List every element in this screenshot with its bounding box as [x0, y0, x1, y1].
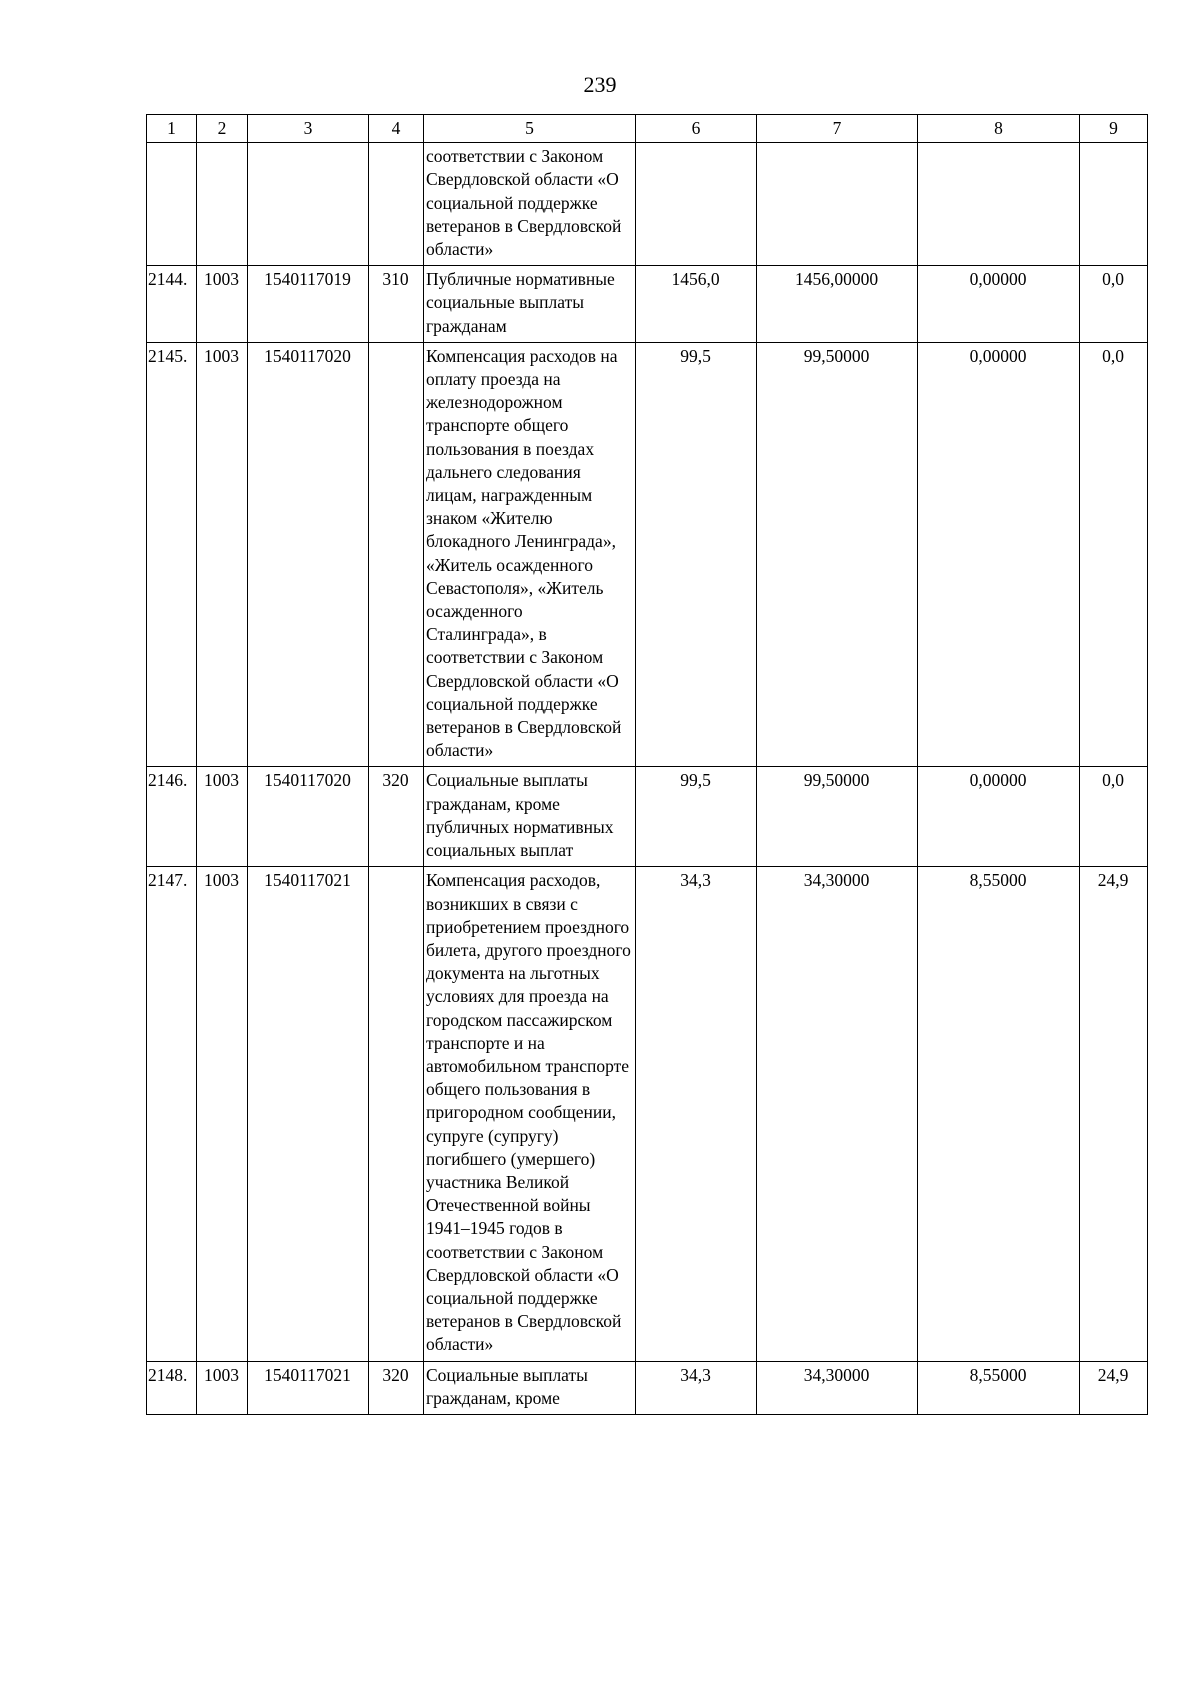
- item-name: Публичные нормативные социальные выплаты гражданам: [424, 266, 636, 343]
- value-col-8: 8,55000: [918, 1361, 1080, 1414]
- section-code: 1003: [197, 266, 248, 343]
- target-code: [248, 143, 369, 266]
- column-header: 4: [369, 115, 424, 143]
- value-col-6: 99,5: [636, 767, 757, 867]
- row-number: 2148.: [147, 1361, 197, 1414]
- section-code: 1003: [197, 767, 248, 867]
- item-name: Социальные выплаты гражданам, кроме: [424, 1361, 636, 1414]
- value-col-6: 34,3: [636, 867, 757, 1361]
- row-number: [147, 143, 197, 266]
- table-row: [147, 1361, 1148, 1414]
- table-row: [147, 266, 1148, 343]
- table-row: [147, 867, 1148, 1361]
- page-number: 239: [583, 72, 617, 97]
- section-code: [197, 143, 248, 266]
- column-header: 9: [1080, 115, 1148, 143]
- column-header: 8: [918, 115, 1080, 143]
- value-col-7: 34,30000: [757, 867, 918, 1361]
- target-code: 1540117021: [248, 1361, 369, 1414]
- expense-type-code: [369, 342, 424, 767]
- value-col-8: 0,00000: [918, 266, 1080, 343]
- value-col-9: 0,0: [1080, 767, 1148, 867]
- target-code: 1540117021: [248, 867, 369, 1361]
- row-number: 2145.: [147, 342, 197, 767]
- table-row: [147, 342, 1148, 767]
- budget-table: [146, 114, 1148, 1415]
- expense-type-code: [369, 143, 424, 266]
- section-code: 1003: [197, 867, 248, 1361]
- value-col-7: [757, 143, 918, 266]
- expense-type-code: 320: [369, 1361, 424, 1414]
- column-header: 7: [757, 115, 918, 143]
- target-code: 1540117020: [248, 767, 369, 867]
- value-col-8: [918, 143, 1080, 266]
- item-name: Социальные выплаты гражданам, кроме публичных нормативных социальных выплат: [424, 767, 636, 867]
- column-header: 2: [197, 115, 248, 143]
- value-col-8: 0,00000: [918, 342, 1080, 767]
- value-col-6: [636, 143, 757, 266]
- row-number: 2146.: [147, 767, 197, 867]
- section-code: 1003: [197, 342, 248, 767]
- column-header: 1: [147, 115, 197, 143]
- value-col-8: 8,55000: [918, 867, 1080, 1361]
- value-col-7: 99,50000: [757, 342, 918, 767]
- value-col-7: 34,30000: [757, 1361, 918, 1414]
- item-name: Компенсация расходов на оплату проезда на железнодорожном транспорте общего пользования в поездах дальнего следования лицам, награжденным знаком «Жителю блокадного Ленинграда», «Житель осажденного Севастополя», «Житель осажденного Сталинграда», в соответствии с Законом Свердловской области «О социальной поддержке ветеранов в Свердловской области»: [424, 342, 636, 767]
- target-code: 1540117019: [248, 266, 369, 343]
- expense-type-code: 320: [369, 767, 424, 867]
- table-row: [147, 767, 1148, 867]
- value-col-9: [1080, 143, 1148, 266]
- value-col-9: 24,9: [1080, 1361, 1148, 1414]
- item-name: соответствии с Законом Свердловской области «О социальной поддержке ветеранов в Свердловской области»: [424, 143, 636, 266]
- section-code: 1003: [197, 1361, 248, 1414]
- column-header: 5: [424, 115, 636, 143]
- value-col-7: 1456,00000: [757, 266, 918, 343]
- expense-type-code: [369, 867, 424, 1361]
- target-code: 1540117020: [248, 342, 369, 767]
- value-col-9: 24,9: [1080, 867, 1148, 1361]
- value-col-9: 0,0: [1080, 266, 1148, 343]
- table-row: [147, 143, 1148, 266]
- table-header-row: [147, 115, 1148, 143]
- value-col-7: 99,50000: [757, 767, 918, 867]
- row-number: 2147.: [147, 867, 197, 1361]
- value-col-8: 0,00000: [918, 767, 1080, 867]
- column-header: 6: [636, 115, 757, 143]
- value-col-6: 1456,0: [636, 266, 757, 343]
- value-col-9: 0,0: [1080, 342, 1148, 767]
- row-number: 2144.: [147, 266, 197, 343]
- expense-type-code: 310: [369, 266, 424, 343]
- item-name: Компенсация расходов, возникших в связи с приобретением проездного билета, другого проездного документа на льготных условиях для проезда на городском пассажирском транспорте и на автомобильном транспорте общего пользования в пригородном сообщении, супруге (супругу) погибшего (умершего) участника Великой Отечественной войны 1941–1945 годов в соответствии с Законом Свердловской области «О социальной поддержке ветеранов в Свердловской области»: [424, 867, 636, 1361]
- value-col-6: 34,3: [636, 1361, 757, 1414]
- column-header: 3: [248, 115, 369, 143]
- value-col-6: 99,5: [636, 342, 757, 767]
